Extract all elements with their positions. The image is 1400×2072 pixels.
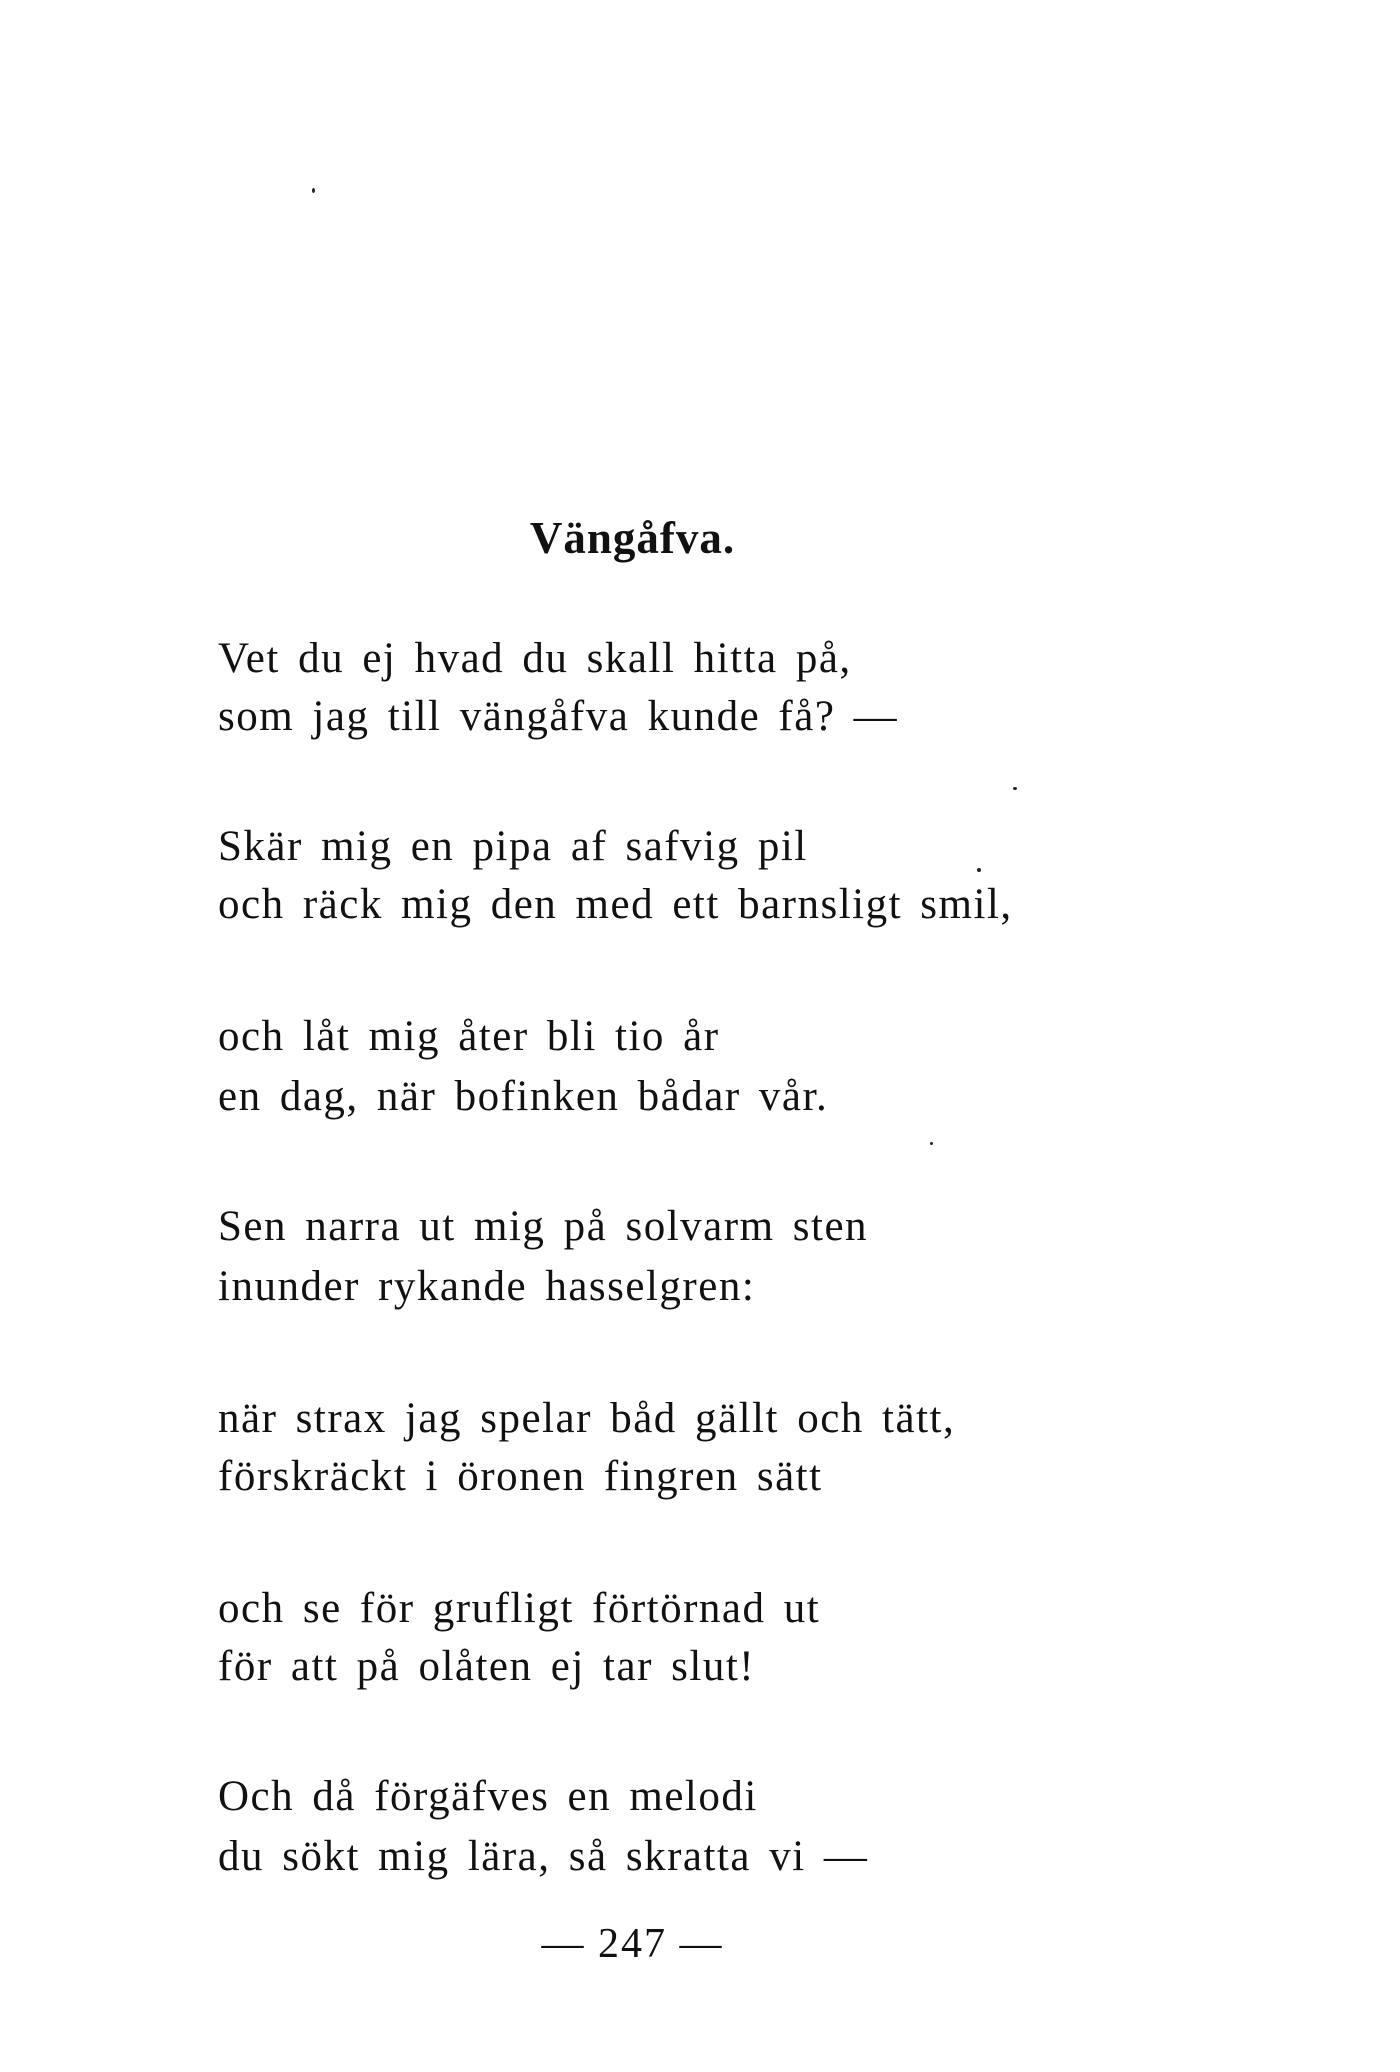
poem-line: Och då förgäfves en melodi [218,1773,758,1820]
ink-speck [930,1142,933,1145]
ink-speck [312,188,315,193]
ink-speck [977,868,981,872]
poem-line: och låt mig åter bli tio år [218,1013,720,1060]
poem-line: inunder rykande hasselgren: [218,1263,756,1310]
poem-line: och räck mig den med ett barnsligt smil, [218,881,1013,928]
poem-title: Vängåfva. [529,513,736,563]
poem-line: och se för grufligt förtörnad ut [218,1585,821,1632]
poem-line: du sökt mig lära, så skratta vi — [218,1833,869,1880]
poem-line: för att på olåten ej tar slut! [218,1643,756,1690]
poem-line: Skär mig en pipa af safvig pil [218,823,808,870]
poem-line: Sen narra ut mig på solvarm sten [218,1203,869,1250]
poem-line: Vet du ej hvad du skall hitta på, [218,635,852,682]
ink-speck [1013,787,1017,790]
poem-line: förskräckt i öronen fingren sätt [218,1453,823,1500]
poem-line: en dag, när bofinken bådar vår. [218,1073,829,1120]
poem-line: när strax jag spelar båd gällt och tätt, [218,1395,956,1442]
page-number: — 247 — [541,1921,724,1967]
poem-line: som jag till vängåfva kunde få? — [218,693,899,740]
